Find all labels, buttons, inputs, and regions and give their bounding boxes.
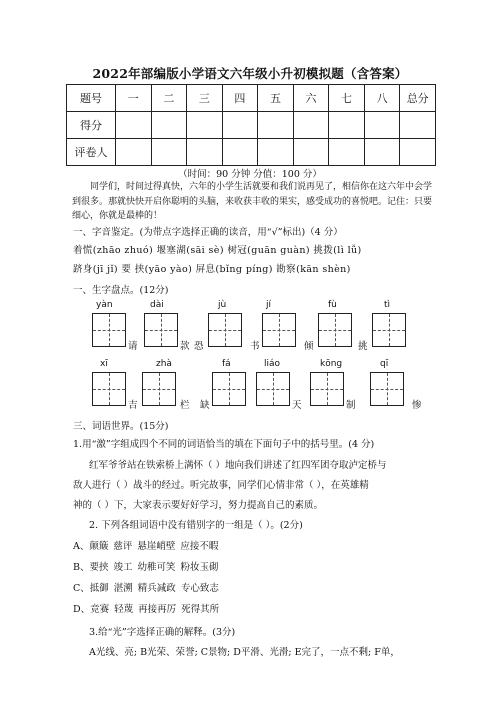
character-writing-box[interactable] bbox=[370, 372, 404, 406]
character-hint: 缺 bbox=[200, 400, 210, 411]
section1b-heading: 一、生字盘点。(12分) bbox=[73, 285, 169, 296]
section3-q1: 1.用“激”字组成四个不同的词语恰当的填在下面句子中的括号里。(4 分) bbox=[73, 439, 375, 450]
score-table-row bbox=[67, 112, 436, 139]
section3-heading: 三、词语世界。(15分) bbox=[73, 421, 169, 432]
pinyin-label: zhà bbox=[156, 359, 172, 369]
character-hint: 天 bbox=[292, 400, 302, 411]
score-cell[interactable] bbox=[222, 112, 258, 139]
character-writing-box[interactable] bbox=[208, 313, 242, 347]
score-header-cell: 四 bbox=[222, 85, 258, 112]
score-cell[interactable] bbox=[151, 112, 187, 139]
section3-q1-line: 神的（ ）下，大家表示要好好学习，努力提高自己的素质。 bbox=[73, 500, 324, 511]
pinyin-label: kōng bbox=[320, 359, 343, 369]
score-cell[interactable] bbox=[151, 139, 187, 166]
character-writing-box[interactable] bbox=[92, 313, 126, 347]
section3-q2: 2. 下列各组词语中没有错别字的一组是（ ）。(2分) bbox=[89, 520, 303, 531]
exam-title: 2022年部编版小学语文六年级小升初模拟题（含答案） bbox=[92, 66, 408, 81]
character-hint: 制 bbox=[346, 400, 356, 411]
option-b: B、要挟 竣工 幼稚可笑 粉妆玉砌 bbox=[73, 562, 219, 573]
pinyin-label: fá bbox=[222, 359, 231, 369]
score-cell[interactable] bbox=[222, 139, 258, 166]
score-header-cell: 六 bbox=[293, 85, 329, 112]
pinyin-label: dài bbox=[150, 300, 164, 310]
score-row-label: 得分 bbox=[67, 112, 116, 139]
character-writing-box[interactable] bbox=[212, 372, 246, 406]
score-cell[interactable] bbox=[400, 112, 436, 139]
score-header-cell: 题号 bbox=[67, 85, 116, 112]
section3-q3-line: A光线、亮; B光荣、荣誉; C景物; D平滑、光滑; E完了，一点不剩; F单， bbox=[89, 647, 400, 658]
character-writing-box[interactable] bbox=[92, 372, 126, 406]
score-cell[interactable] bbox=[187, 139, 223, 166]
character-writing-box[interactable] bbox=[372, 313, 406, 347]
section1-row2: 跻身(jī jǐ) 要 挟(yāo yào) 屏息(bǐng píng) 勘察(kān shèn) bbox=[73, 264, 351, 275]
character-writing-box[interactable] bbox=[318, 313, 352, 347]
score-cell[interactable] bbox=[364, 112, 400, 139]
score-cell[interactable] bbox=[400, 139, 436, 166]
score-header-cell: 一 bbox=[116, 85, 152, 112]
score-table bbox=[66, 84, 436, 166]
score-cell[interactable] bbox=[187, 112, 223, 139]
score-cell[interactable] bbox=[364, 139, 400, 166]
score-cell[interactable] bbox=[116, 139, 152, 166]
score-row-label: 评卷人 bbox=[67, 139, 116, 166]
character-hint: 请 bbox=[128, 341, 138, 352]
score-header-cell: 八 bbox=[364, 85, 400, 112]
pinyin-label: jí bbox=[266, 300, 272, 310]
score-cell[interactable] bbox=[293, 139, 329, 166]
character-hint: 惨 bbox=[412, 400, 422, 411]
intro-paragraph: 同学们，时间过得真快，六年的小学生活就要和我们说再见了，相信你在这六年中会学到很多。那就快快开启你聪明的头脑，来收获丰收的果实，感受成功的喜悦吧。记住：只要细心，你就是最棒的！ bbox=[72, 182, 433, 221]
option-d: D、竞赛 轻蔑 再接再厉 死得其所 bbox=[73, 604, 220, 615]
character-hint: 款 bbox=[180, 341, 190, 352]
score-cell[interactable] bbox=[293, 112, 329, 139]
character-hint: 挑 bbox=[358, 341, 368, 352]
section1-heading: 一、字音鉴定。(为带点字选择正确的读音，用“√”标出)（4 分） bbox=[73, 227, 343, 238]
score-cell[interactable] bbox=[258, 112, 294, 139]
pinyin-label: xī bbox=[100, 359, 108, 369]
score-table-row bbox=[67, 139, 436, 166]
option-a: A、颠簸 慈评 悬崖峭壁 应接不暇 bbox=[73, 541, 219, 552]
pinyin-label: qī bbox=[380, 359, 389, 369]
score-header-cell: 五 bbox=[258, 85, 294, 112]
score-header-cell: 二 bbox=[151, 85, 187, 112]
score-cell[interactable] bbox=[258, 139, 294, 166]
character-writing-box[interactable] bbox=[310, 372, 344, 406]
character-hint: 栏 bbox=[180, 400, 190, 411]
character-writing-box[interactable] bbox=[144, 313, 178, 347]
score-table-header-row bbox=[67, 85, 436, 112]
score-header-cell: 七 bbox=[329, 85, 365, 112]
character-writing-box[interactable] bbox=[262, 313, 296, 347]
score-cell[interactable] bbox=[116, 112, 152, 139]
character-hint: 倾 bbox=[304, 341, 314, 352]
option-c: C、抵御 湛溯 精兵减政 专心致志 bbox=[73, 583, 219, 594]
section1-row1: 着慌(zhāo zhuó) 堰塞湖(sāi sè) 树冠(guān guàn) 挑拨(lì lǚ) bbox=[73, 245, 362, 256]
score-cell[interactable] bbox=[329, 139, 365, 166]
section3-q1-line: 红军爷爷站在铁索桥上满怀（ ）地向我们讲述了红四军团夺取泸定桥与 bbox=[89, 460, 387, 471]
character-writing-box[interactable] bbox=[256, 372, 290, 406]
pinyin-label: yàn bbox=[96, 300, 113, 310]
pinyin-label: fù bbox=[328, 300, 337, 310]
exam-time-and-score: （时间：90 分钟 分值：100 分） bbox=[178, 169, 322, 180]
section3-q3: 3.给“光”字选择正确的解释。(3分) bbox=[89, 627, 236, 638]
character-writing-box[interactable] bbox=[142, 372, 176, 406]
section3-q1-line: 敌人进行（ ）战斗的经过。听完故事，同学们心情非常（ ），在英雄精 bbox=[73, 480, 369, 491]
pinyin-label: tì bbox=[384, 300, 391, 310]
character-hint: 书 bbox=[250, 341, 260, 352]
pinyin-label: jù bbox=[218, 300, 227, 310]
pinyin-label: liáo bbox=[264, 359, 281, 369]
character-hint: 吉 bbox=[128, 400, 138, 411]
score-header-cell: 总分 bbox=[400, 85, 436, 112]
score-header-cell: 三 bbox=[187, 85, 223, 112]
score-cell[interactable] bbox=[329, 112, 365, 139]
character-hint: 恐 bbox=[194, 341, 204, 352]
